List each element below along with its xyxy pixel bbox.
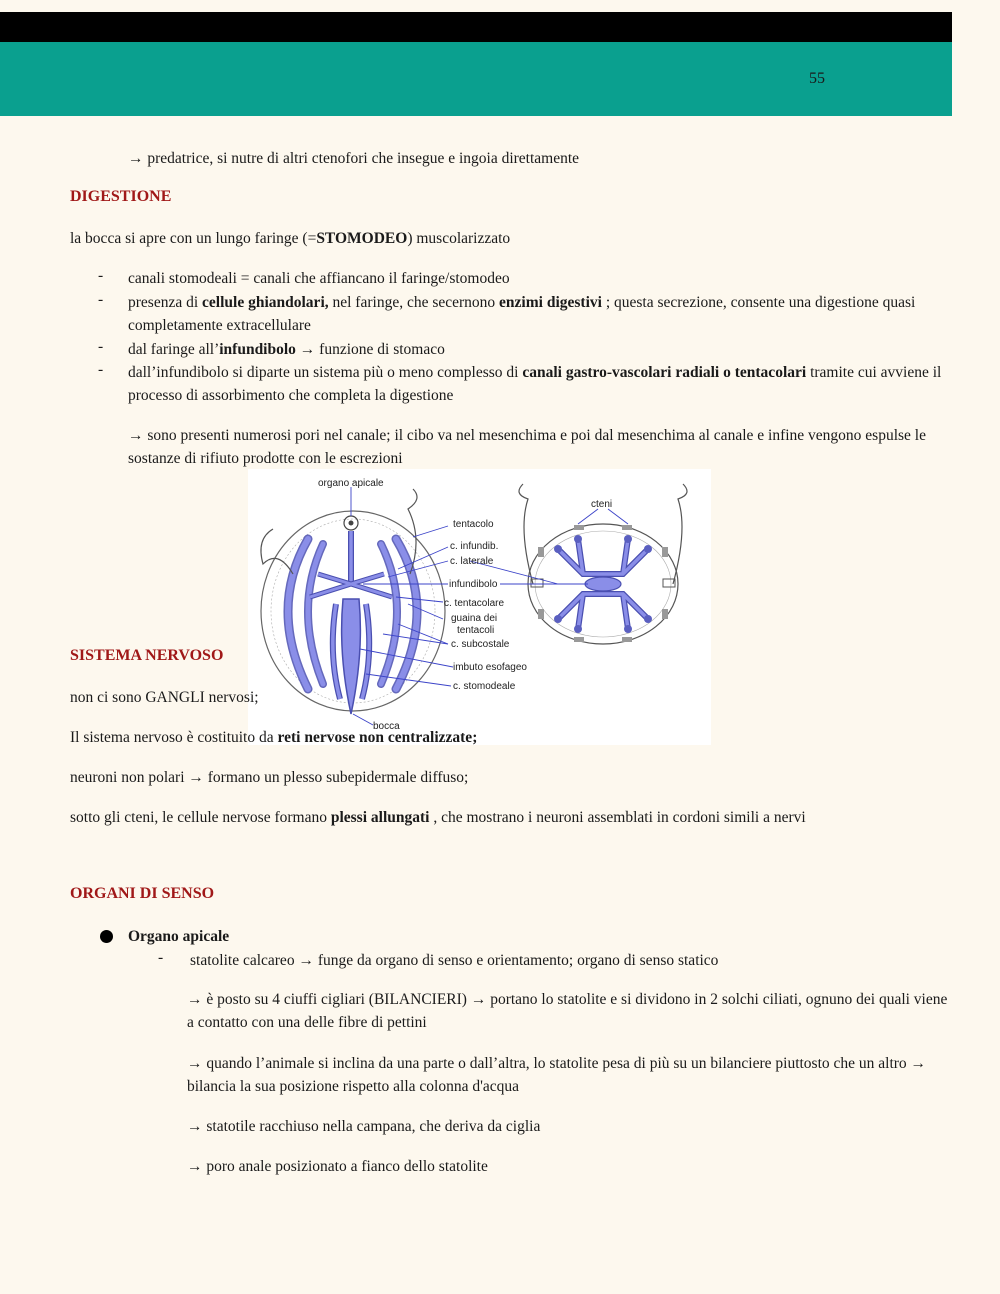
label-bocca: bocca <box>373 721 400 732</box>
digestione-intro: la bocca si apre con un lungo faringe (=STOMODEO) muscolarizzato <box>70 230 511 247</box>
heading-digestione: DIGESTIONE <box>70 188 172 205</box>
intro-line: → predatrice, si nutre di altri ctenofori che insegue e ingoia direttamente <box>128 150 580 167</box>
label-guaina-2: tentacoli <box>457 625 495 636</box>
senso-note-1: → è posto su 4 ciuffi cigliari (BILANCIERI) → portano lo statolite e si dividono in 2 solchi ciliati, ognuno dei quali viene a contatto con una delle fibre di pettini <box>187 991 948 1031</box>
list-dash: - <box>158 949 164 966</box>
digestione-item-2: presenza di cellule ghiandolari, nel faringe, che secernono enzimi digestivi ; questa secrezione, consente una digestione quasi completamente extracellulare <box>128 294 916 334</box>
nervoso-line-2: Il sistema nervoso è costituito da reti nervose non centralizzate; <box>70 729 478 746</box>
heading-organi-di-senso: ORGANI DI SENSO <box>70 885 215 902</box>
nervoso-line-1: non ci sono GANGLI nervosi; <box>70 689 259 706</box>
bullet-dot <box>100 930 113 943</box>
organo-apicale-title: Organo apicale <box>128 928 230 945</box>
label-c-laterale: c. laterale <box>450 556 494 567</box>
senso-note-4: → poro anale posizionato a fianco dello statolite <box>187 1158 488 1175</box>
ctenophore-anatomy-figure <box>248 469 711 745</box>
heading-sistema-nervoso: SISTEMA NERVOSO <box>70 647 224 664</box>
label-cteni: cteni <box>591 499 613 510</box>
label-c-infundib: c. infundib. <box>450 541 499 552</box>
label-c-tentacolare: c. tentacolare <box>444 598 505 609</box>
list-dash: - <box>98 361 104 378</box>
senso-note-2: → quando l’animale si inclina da una parte o dall’altra, lo statolite pesa di più su un bilanciere piuttosto che un altro → bilancia la sua posizione rispetto alla colonna d'acqua <box>187 1055 927 1095</box>
label-c-stomodeale: c. stomodeale <box>453 681 516 692</box>
digestione-note: → sono presenti numerosi pori nel canale; il cibo va nel mesenchima e poi dal mesenchima al canale e infine vengono espulse le sostanze di rifiuto prodotte con le escrezioni <box>128 427 926 467</box>
label-c-subcostale: c. subcostale <box>451 639 510 650</box>
label-tentacolo: tentacolo <box>453 519 494 530</box>
list-dash: - <box>98 291 104 308</box>
list-dash: - <box>98 338 104 355</box>
label-guaina-1: guaina dei <box>451 613 498 624</box>
statolite-line: statolite calcareo → funge da organo di senso e orientamento; organo di senso statico <box>190 952 719 969</box>
page-number: 55 <box>809 70 825 87</box>
label-organo-apicale: organo apicale <box>318 478 384 489</box>
digestione-item-4: dall’infundibolo si diparte un sistema più o meno complesso di canali gastro-vascolari radiali o tentacolari tramite cui avviene il processo di assorbimento che completa la digestione <box>128 364 942 404</box>
label-imbuto-esofageo: imbuto esofageo <box>453 662 527 673</box>
label-infundibolo: infundibolo <box>449 579 498 590</box>
list-dash: - <box>98 267 104 284</box>
nervoso-line-4: sotto gli cteni, le cellule nervose formano plessi allungati , che mostrano i neuroni assemblati in cordoni simili a nervi <box>70 809 806 826</box>
digestione-item-1: canali stomodeali = canali che affiancano il faringe/stomodeo <box>128 270 510 287</box>
header-black-band <box>0 12 952 42</box>
nervoso-line-3: neuroni non polari → formano un plesso subepidermale diffuso; <box>70 769 469 786</box>
digestione-item-3: dal faringe all’infundibolo → funzione di stomaco <box>128 341 445 358</box>
senso-note-3: → statotile racchiuso nella campana, che deriva da ciglia <box>187 1118 541 1135</box>
